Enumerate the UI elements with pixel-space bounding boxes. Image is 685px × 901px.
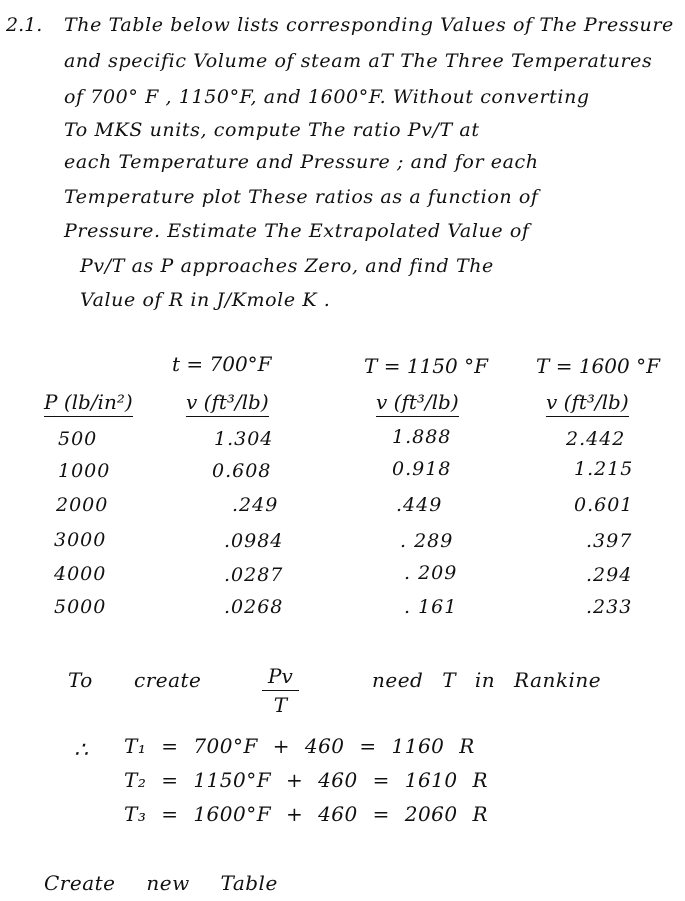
- problem-line-9: Value of R in J/Kmole K .: [80, 289, 331, 311]
- footer-create-new-table: Create new Table: [44, 871, 278, 895]
- table-cell: 1.215: [574, 458, 634, 480]
- therefore-symbol: ∴: [74, 738, 89, 763]
- table-cell: .294: [586, 564, 633, 586]
- problem-line-3: of 700° F , 1150°F, and 1600°F. Without converting: [64, 86, 590, 108]
- problem-line-7: Pressure. Estimate The Extrapolated Value of: [64, 220, 530, 242]
- problem-line-1: The Table below lists corresponding Values of The Pressure: [64, 14, 674, 36]
- conversion-line-1: T₁ = 700°F + 460 = 1160 R: [124, 734, 475, 758]
- problem-line-5: each Temperature and Pressure ; and for each: [64, 151, 539, 173]
- table-cell: 2000: [56, 494, 109, 516]
- col-header-volume-1150: v (ft³/lb): [376, 390, 459, 417]
- fraction-denominator: T: [273, 693, 288, 717]
- conversion-line-3: T₃ = 1600°F + 460 = 2060 R: [124, 802, 489, 826]
- problem-line-8: Pv/T as P approaches Zero, and find The: [80, 255, 494, 277]
- table-cell: .397: [586, 530, 633, 552]
- problem-number: 2.1.: [6, 14, 43, 36]
- table-cell: .0268: [224, 596, 284, 618]
- table-cell: .249: [232, 494, 279, 516]
- table-cell: 1000: [58, 460, 111, 482]
- table-cell: 0.918: [392, 458, 452, 480]
- table-cell: .449: [396, 494, 443, 516]
- table-cell: 1.304: [214, 428, 274, 450]
- temp-header-700: t = 700°F: [172, 352, 272, 376]
- table-cell: .233: [586, 596, 633, 618]
- problem-line-4: To MKS units, compute The ratio Pv/T at: [64, 119, 480, 141]
- table-cell: . 161: [404, 596, 458, 618]
- conversion-line-2: T₂ = 1150°F + 460 = 1610 R: [124, 768, 489, 792]
- table-cell: 2.442: [566, 428, 626, 450]
- col-header-volume-700: v (ft³/lb): [186, 390, 269, 417]
- fraction-numerator: Pv: [262, 664, 299, 691]
- temp-header-1150: T = 1150 °F: [364, 354, 488, 378]
- note-create: create: [134, 668, 202, 692]
- table-cell: .0287: [224, 564, 284, 586]
- table-cell: 0.608: [212, 460, 272, 482]
- table-cell: 0.601: [574, 494, 634, 516]
- problem-line-6: Temperature plot These ratios as a function of: [64, 186, 539, 208]
- table-cell: 500: [58, 428, 98, 450]
- problem-line-2: and specific Volume of steam aT The Three Temperatures: [64, 50, 653, 72]
- table-cell: . 289: [400, 530, 454, 552]
- fraction-pv-over-t: [262, 664, 299, 717]
- table-cell: . 209: [404, 562, 458, 584]
- table-cell: .0984: [224, 530, 284, 552]
- note-need-rankine: need T in Rankine: [372, 668, 602, 692]
- table-cell: 1.888: [392, 426, 452, 448]
- note-to: To: [68, 668, 93, 692]
- table-cell: 4000: [54, 563, 107, 585]
- col-header-pressure: P (lb/in²): [44, 390, 133, 417]
- table-cell: 3000: [54, 529, 107, 551]
- table-cell: 5000: [54, 596, 107, 618]
- col-header-volume-1600: v (ft³/lb): [546, 390, 629, 417]
- temp-header-1600: T = 1600 °F: [536, 354, 660, 378]
